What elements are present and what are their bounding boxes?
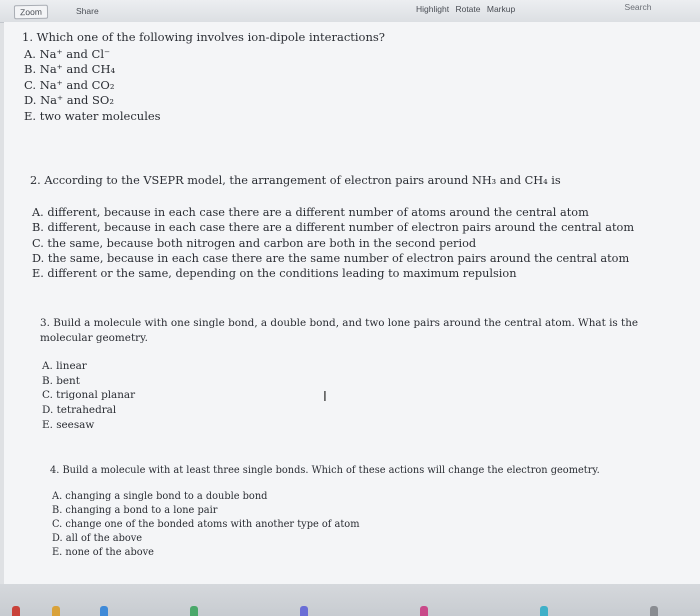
markup-tool-group	[416, 4, 519, 14]
question-1	[22, 30, 385, 125]
markup-button[interactable]: Markup	[486, 4, 516, 14]
question-2	[30, 173, 634, 281]
rotate-button[interactable]: Rotate	[455, 4, 481, 14]
dock-app-icon[interactable]	[300, 606, 308, 616]
question-1-option-e: E. two water molecules	[24, 108, 161, 123]
question-2-option-b: B. different, because in each case there are a different number of electron pairs around the central atom	[32, 221, 635, 235]
question-3-option-a: A. linear	[42, 360, 87, 373]
question-1-option-a: A. Na⁺ and Cl⁻	[24, 46, 111, 61]
question-3-stem: 3. Build a molecule with one single bond, a double bond, and two lone pairs around the central atom. What is the molecular geometry.	[40, 317, 639, 344]
question-3	[40, 316, 660, 432]
question-3-option-e: E. seesaw	[42, 418, 95, 431]
highlight-button[interactable]: Highlight	[416, 4, 450, 14]
question-3-option-b: B. bent	[42, 374, 80, 387]
question-2-option-c: C. the same, because both nitrogen and carbon are both in the second period	[32, 236, 477, 250]
share-button[interactable]: Share	[76, 6, 99, 16]
dock-app-icon[interactable]	[52, 606, 60, 616]
question-4-option-d: D. all of the above	[52, 533, 143, 544]
question-2-option-a: A. different, because in each case there are a different number of atoms around the central atom	[32, 206, 589, 220]
dock-app-icon[interactable]	[420, 606, 428, 616]
dock-app-icon[interactable]	[190, 606, 198, 616]
viewer-toolbar	[0, 0, 700, 23]
dock-app-icon[interactable]	[650, 606, 658, 616]
zoom-button[interactable]: Zoom	[14, 5, 48, 20]
question-1-option-d: D. Na⁺ and SO₂	[24, 93, 114, 108]
dock-app-icon[interactable]	[12, 606, 20, 616]
question-1-option-c: C. Na⁺ and CO₂	[24, 77, 115, 92]
question-4-option-a: A. changing a single bond to a double bond	[52, 491, 268, 502]
dock-app-icon[interactable]	[540, 606, 548, 616]
question-1-option-b: B. Na⁺ and CH₄	[24, 62, 116, 77]
question-4	[50, 464, 600, 560]
question-1-stem: 1. Which one of the following involves ion-dipole interactions?	[22, 30, 385, 44]
text-cursor-icon: I	[323, 390, 327, 405]
question-4-stem: 4. Build a molecule with at least three single bonds. Which of these actions will change the electron geometry.	[50, 465, 600, 476]
search-field[interactable]: Search	[624, 2, 652, 12]
question-2-option-d: D. the same, because in each case there are the same number of electron pairs around the central atom	[32, 251, 630, 265]
dock-app-icon[interactable]	[100, 606, 108, 616]
question-2-stem: 2. According to the VSEPR model, the arrangement of electron pairs around NH₃ and CH₄ is	[30, 174, 561, 187]
question-4-option-e: E. none of the above	[52, 547, 154, 558]
question-3-option-c: C. trigonal planar	[42, 389, 136, 402]
question-3-option-d: D. tetrahedral	[42, 403, 117, 416]
question-4-option-c: C. change one of the bonded atoms with another type of atom	[52, 519, 360, 530]
question-4-option-b: B. changing a bond to a lone pair	[52, 505, 218, 516]
question-2-option-e: E. different or the same, depending on the conditions leading to maximum repulsion	[32, 267, 517, 281]
